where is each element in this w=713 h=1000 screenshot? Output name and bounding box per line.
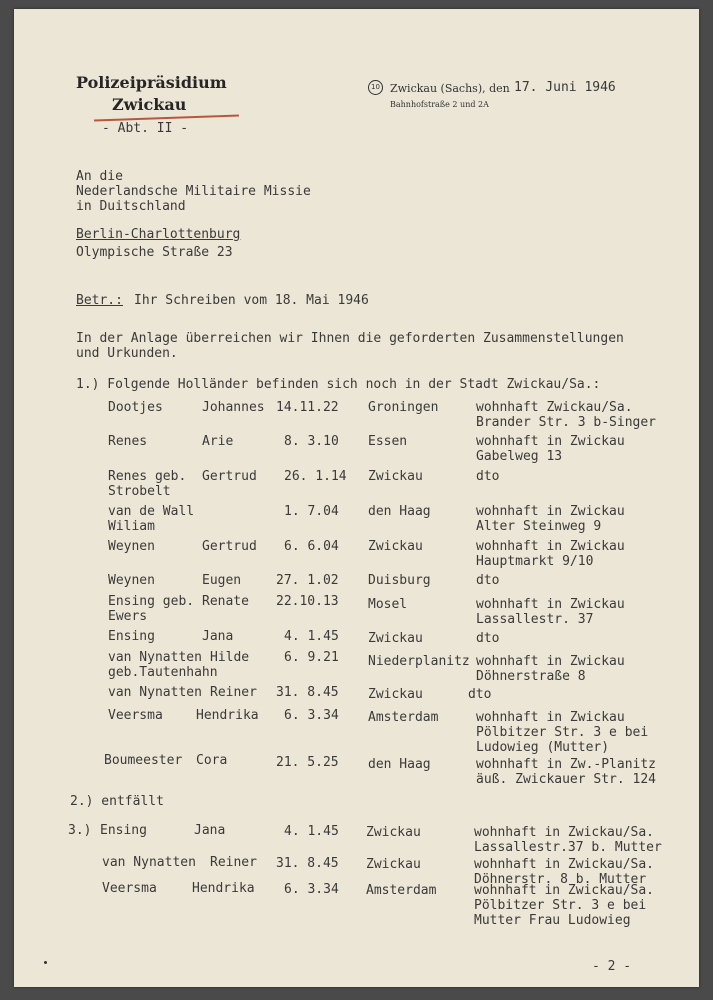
first-name: Reiner	[210, 685, 257, 700]
surname: Ensing	[100, 823, 147, 838]
surname: van Nynatten	[108, 685, 202, 700]
surname: Dootjes	[108, 400, 163, 415]
first-name: Johannes	[202, 400, 265, 415]
birth-date: 6. 9.21	[284, 650, 339, 665]
residence: wohnhaft in Zwickau/Sa.	[474, 857, 655, 872]
residence-address: Döhnerstraße 8	[476, 669, 586, 684]
place-label: Zwickau (Sachs), den	[390, 82, 510, 95]
surname: Renes geb.	[108, 469, 187, 484]
surname: Renes	[108, 434, 148, 449]
first-name: Jana	[194, 823, 226, 838]
first-name: Eugen	[202, 573, 242, 588]
document-page	[14, 9, 699, 987]
residence: wohnhaft in Zwickau	[476, 539, 625, 554]
org-city: Zwickau	[112, 95, 187, 114]
surname: Boumeester	[104, 753, 183, 768]
residence-address: Brander Str. 3 b-Singer	[476, 415, 657, 430]
residence-note: Ludowieg (Mutter)	[476, 740, 610, 755]
recipient-line: in Duitschland	[76, 199, 186, 214]
residence: dto	[476, 573, 500, 588]
residence: wohnhaft in Zwickau	[476, 654, 625, 669]
birth-place: Zwickau	[366, 857, 421, 872]
birth-place: den Haag	[368, 504, 431, 519]
birth-date: 6. 3.34	[284, 882, 339, 897]
surname: van Nynatten	[108, 650, 202, 665]
first-name: Hendrika	[192, 881, 255, 896]
surname: Weynen	[108, 539, 155, 554]
birth-place: Amsterdam	[368, 710, 439, 725]
residence-address: Gabelweg 13	[476, 449, 563, 464]
residence: wohnhaft Zwickau/Sa.	[476, 400, 633, 415]
surname: Veersma	[102, 881, 157, 896]
department: - Abt. II -	[102, 121, 189, 136]
section-1-header: 1.) Folgende Holländer befinden sich noch in der Stadt Zwickau/Sa.:	[76, 377, 601, 392]
birth-place: Mosel	[368, 597, 408, 612]
residence: wohnhaft in Zwickau	[476, 434, 625, 449]
birth-place: Zwickau	[368, 469, 423, 484]
birth-date: 14.11.22	[276, 400, 339, 415]
first-name: Renate	[202, 594, 249, 609]
birth-place: Niederplanitz	[368, 654, 470, 669]
surname: Ensing geb.	[108, 594, 195, 609]
section-2: 2.) entfällt	[70, 794, 164, 809]
birth-date: 26. 1.14	[284, 469, 347, 484]
recipient-street: Olympische Straße 23	[76, 245, 233, 260]
surname: Veersma	[108, 708, 163, 723]
section-3-label: 3.)	[68, 823, 92, 838]
birth-place: Duisburg	[368, 573, 431, 588]
page-number: - 2 -	[592, 959, 632, 974]
birth-date: 4. 1.45	[284, 824, 339, 839]
birth-date: 6. 6.04	[284, 539, 339, 554]
birth-date: 22.10.13	[276, 594, 339, 609]
recipient-line: Nederlandsche Militaire Missie	[76, 184, 311, 199]
residence-address: Hauptmarkt 9/10	[476, 554, 594, 569]
residence-address: Döhnerstr. 8 b. Mutter	[474, 872, 647, 887]
residence-address: Pölbitzer Str. 3 e bei	[474, 898, 647, 913]
residence-address: Lassallestr. 37	[476, 612, 594, 627]
maiden-name: Strobelt	[108, 484, 171, 499]
birth-place: Zwickau	[368, 631, 423, 646]
surname: Ensing	[108, 629, 155, 644]
birth-date: 6. 3.34	[284, 708, 339, 723]
residence-address: Lassallestr.37 b. Mutter	[474, 840, 662, 855]
residence: wohnhaft in Zwickau	[476, 710, 625, 725]
intro-line: In der Anlage überreichen wir Ihnen die geforderten Zusammenstellungen	[76, 331, 624, 346]
first-name: Gertrud	[202, 539, 257, 554]
birth-place: Zwickau	[368, 539, 423, 554]
residence-address: Pölbitzer Str. 3 e bei	[476, 725, 649, 740]
birth-place: Zwickau	[366, 825, 421, 840]
maiden-name: geb.Tautenhahn	[108, 665, 218, 680]
recipient-city: Berlin-Charlottenburg	[76, 227, 241, 242]
birth-date: 4. 1.45	[284, 629, 339, 644]
residence: dto	[476, 469, 500, 484]
birth-date: 27. 1.02	[276, 573, 339, 588]
birth-date: 31. 8.45	[276, 856, 339, 871]
residence: wohnhaft in Zwickau/Sa.	[474, 883, 655, 898]
surname: Weynen	[108, 573, 155, 588]
residence: dto	[468, 687, 492, 702]
birth-date: 1. 7.04	[284, 504, 339, 519]
letter-date: 17. Juni 1946	[514, 80, 616, 95]
maiden-name: Ewers	[108, 609, 148, 624]
first-name: Arie	[202, 434, 234, 449]
first-name: Jana	[202, 629, 234, 644]
residence: dto	[476, 631, 500, 646]
residence: wohnhaft in Zwickau	[476, 504, 625, 519]
surname: van Nynatten	[102, 855, 196, 870]
first-name: Hilde	[210, 650, 250, 665]
org-name: Polizeipräsidium	[76, 73, 227, 92]
first-name: Gertrud	[202, 469, 257, 484]
birth-place: den Haag	[368, 757, 431, 772]
subject-text: Ihr Schreiben vom 18. Mai 1946	[134, 293, 369, 308]
first-name: Cora	[196, 753, 228, 768]
birth-date: 31. 8.45	[276, 685, 339, 700]
circle-number: 10	[368, 80, 383, 95]
letterhead-address: Bahnhofstraße 2 und 2A	[390, 100, 489, 109]
birth-place: Groningen	[368, 400, 439, 415]
residence-address: äuß. Zwickauer Str. 124	[476, 772, 657, 787]
first-name: Wiliam	[108, 519, 155, 534]
birth-date: 21. 5.25	[276, 755, 339, 770]
surname: van de Wall	[108, 504, 195, 519]
first-name: Reiner	[210, 855, 257, 870]
residence: wohnhaft in Zwickau/Sa.	[474, 825, 655, 840]
birth-date: 8. 3.10	[284, 434, 339, 449]
subject-label: Betr.:	[76, 293, 123, 308]
birth-place: Essen	[368, 434, 408, 449]
residence-note: Mutter Frau Ludowieg	[474, 913, 631, 928]
intro-line: und Urkunden.	[76, 346, 178, 361]
recipient-line: An die	[76, 169, 123, 184]
residence: wohnhaft in Zwickau	[476, 597, 625, 612]
page-speck	[44, 961, 47, 964]
residence-address: Alter Steinweg 9	[476, 519, 602, 534]
residence: wohnhaft in Zw.-Planitz	[476, 757, 657, 772]
birth-place: Zwickau	[368, 687, 423, 702]
first-name: Hendrika	[196, 708, 259, 723]
birth-place: Amsterdam	[366, 883, 437, 898]
